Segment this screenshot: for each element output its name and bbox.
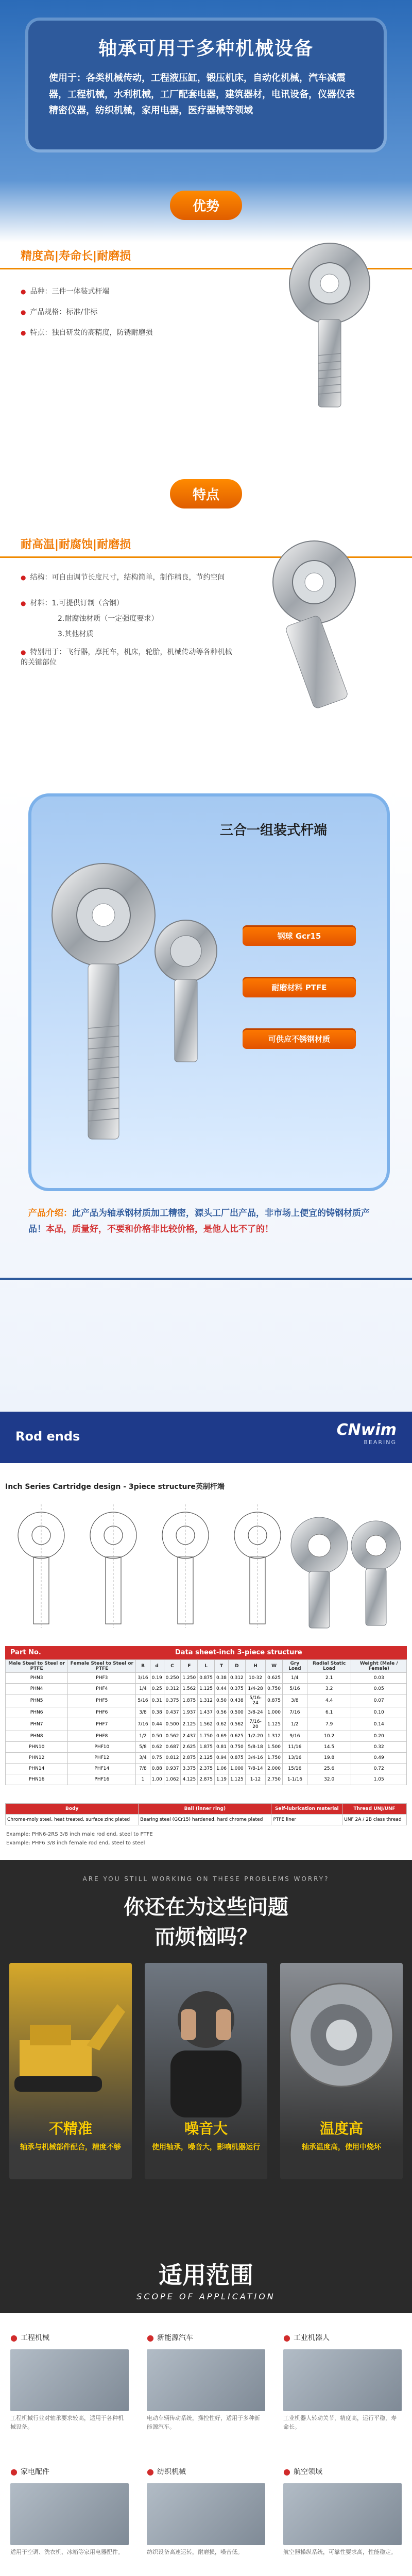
features-bullet-2: ● 材料：1.可提供订制（含钢） bbox=[21, 598, 124, 608]
scope-item-image bbox=[283, 2483, 402, 2545]
spec-table-cell: PHF4 bbox=[68, 1684, 136, 1694]
spec-table-cell: PHF16 bbox=[68, 1774, 136, 1785]
excavator-image bbox=[9, 1963, 132, 2117]
materials-head-2: Ball (inner ring) bbox=[139, 1804, 271, 1815]
spec-table-cell: 1.000 bbox=[266, 1707, 283, 1718]
spec-table-cell: 0.75 bbox=[150, 1753, 164, 1764]
spec-table-cell: 1.250 bbox=[181, 1673, 198, 1684]
technical-drawing bbox=[5, 1499, 407, 1633]
spec-table-cell: 1/2-20 bbox=[245, 1731, 265, 1742]
spec-table-cell: 3.375 bbox=[181, 1764, 198, 1774]
spec-table-cell: 1.125 bbox=[266, 1718, 283, 1731]
spec-table-cell: PHN5 bbox=[6, 1694, 68, 1707]
materials-cell-4: UNF 2A / 2B class thread bbox=[342, 1815, 407, 1825]
spec-table-cell: 0.49 bbox=[351, 1753, 407, 1764]
spec-table-cell: 2.875 bbox=[198, 1774, 215, 1785]
spec-table-cell: PHF7 bbox=[68, 1718, 136, 1731]
structure-tag-3: 可供应不锈钢材质 bbox=[243, 1028, 356, 1049]
features-title: 特点 bbox=[170, 479, 242, 509]
spec-table-cell: 1.312 bbox=[198, 1694, 215, 1707]
scope-item-label bbox=[147, 2463, 265, 2480]
spec-table-cell: 2.750 bbox=[266, 1774, 283, 1785]
spec-table-cell: 0.44 bbox=[150, 1718, 164, 1731]
spec-table-cell: 9/16 bbox=[282, 1731, 307, 1742]
spec-table-cell: 1.062 bbox=[164, 1774, 181, 1785]
spec-table-cell: 0.81 bbox=[214, 1742, 228, 1753]
spec-table-cell: 1.05 bbox=[351, 1774, 407, 1785]
advantages-title: 优势 bbox=[170, 191, 242, 220]
spec-table-cell: 2.1 bbox=[307, 1673, 351, 1684]
spec-table-cell: 7/16 bbox=[136, 1718, 150, 1731]
spec-table-cell: 1.06 bbox=[214, 1764, 228, 1774]
spec-table-cell: PHF8 bbox=[68, 1731, 136, 1742]
spec-table-cell: 1.875 bbox=[181, 1694, 198, 1707]
spec-column-header: d bbox=[150, 1660, 164, 1673]
advantages-section bbox=[0, 180, 412, 469]
brand-logo-text: CNwim bbox=[336, 1421, 397, 1439]
materials-cell-2: Bearing steel (GCr15) hardened, hard chrome plated bbox=[139, 1815, 271, 1825]
spec-table-cell: 2.437 bbox=[181, 1731, 198, 1742]
spec-table-cell: 1.312 bbox=[266, 1731, 283, 1742]
spec-table-cell: 0.20 bbox=[351, 1731, 407, 1742]
spec-table-cell: 0.438 bbox=[229, 1694, 246, 1707]
spec-table-cell: PHN4 bbox=[6, 1684, 68, 1694]
spec-table-cell: 0.250 bbox=[164, 1673, 181, 1684]
rod-end-small-image bbox=[145, 915, 227, 1070]
intro-highlight: 本品，质量好，不要和价格非比较价格，是他人比不了的！ bbox=[46, 1224, 273, 1235]
spec-table-cell: 1.562 bbox=[198, 1718, 215, 1731]
spec-table-title bbox=[5, 1646, 407, 1659]
spec-table-row bbox=[6, 1673, 407, 1684]
structure-tag-1: 钢球 Gcr15 bbox=[243, 925, 356, 946]
scope-header bbox=[0, 2246, 412, 2313]
spec-table-cell: 0.10 bbox=[351, 1707, 407, 1718]
worried-person-image bbox=[145, 1963, 267, 2117]
spec-table-heading: Data sheet-inch 3-piece structure bbox=[175, 1649, 302, 1656]
problem-title-2: 噪音大 bbox=[184, 2120, 228, 2137]
materials-head-3: Self-lubrication material bbox=[271, 1804, 342, 1815]
spec-table-cell: 3/8 bbox=[282, 1694, 307, 1707]
features-subtitle: 耐高温|耐腐蚀|耐磨损 bbox=[21, 538, 131, 551]
intro-divider bbox=[0, 1278, 412, 1280]
spec-table-cell: 0.31 bbox=[150, 1694, 164, 1707]
spec-table-cell: 0.50 bbox=[150, 1731, 164, 1742]
spec-table-cell: 0.812 bbox=[164, 1753, 181, 1764]
problem-desc-3: 轴承温度高，使用中烧坏 bbox=[302, 2143, 381, 2151]
female-rod-end-image bbox=[247, 531, 402, 716]
spec-table-row bbox=[6, 1684, 407, 1694]
scope-item-image bbox=[147, 2349, 265, 2411]
spec-table-cell: 1.937 bbox=[181, 1707, 198, 1718]
scope-item-icon: ● bbox=[147, 2332, 154, 2343]
spec-table-cell: PHF12 bbox=[68, 1753, 136, 1764]
spec-table-cell: 0.500 bbox=[164, 1718, 181, 1731]
spec-table-cell: 7/8 bbox=[136, 1764, 150, 1774]
spec-table-cell: 10-32 bbox=[245, 1673, 265, 1684]
spec-table-cell: PHN16 bbox=[6, 1774, 68, 1785]
spec-table-cell: 1 bbox=[136, 1774, 150, 1785]
spec-note-1: Example: PHN6-2RS 3/8 inch male rod end, steel to PTFE bbox=[6, 1832, 153, 1837]
spec-table-cell: 5/16-24 bbox=[245, 1694, 265, 1707]
spec-table-cell: 1.750 bbox=[198, 1731, 215, 1742]
spec-table-cell: 0.500 bbox=[229, 1707, 246, 1718]
spec-column-header: Female Steel to Steel or PTFE bbox=[68, 1660, 136, 1673]
spec-header-row bbox=[6, 1660, 407, 1673]
spec-design-title: Inch Series Cartridge design - 3piece structure英制杆端 bbox=[5, 1483, 225, 1491]
structure-panel bbox=[28, 793, 390, 1191]
structure-title: 三合一组装式杆端 bbox=[219, 823, 327, 838]
features-bullet-3: 2.耐腐蚀材质（一定强度要求） bbox=[58, 615, 159, 623]
scope-item-label bbox=[147, 2329, 265, 2346]
spec-column-header: L bbox=[198, 1660, 215, 1673]
spec-table-cell: 3/8 bbox=[136, 1707, 150, 1718]
spec-table-cell: 0.07 bbox=[351, 1694, 407, 1707]
spec-table-cell: 1.500 bbox=[266, 1742, 283, 1753]
spec-column-header: C bbox=[164, 1660, 181, 1673]
spec-table-row bbox=[6, 1774, 407, 1785]
problems-title-2: 而烦恼吗？ bbox=[154, 1925, 258, 1949]
spec-table-cell: PHF14 bbox=[68, 1764, 136, 1774]
rod-end-product-image bbox=[258, 237, 402, 412]
brand-bar bbox=[0, 1412, 412, 1463]
spec-table-cell: 1.437 bbox=[198, 1707, 215, 1718]
spec-table bbox=[5, 1659, 407, 1785]
spec-table-cell: 4.4 bbox=[307, 1694, 351, 1707]
scope-grid bbox=[10, 2329, 402, 2576]
spec-note-2: Example: PHF6 3/8 inch female rod end, steel to steel bbox=[6, 1840, 145, 1846]
spec-table-cell: 2.000 bbox=[266, 1764, 283, 1774]
spec-table-cell: 1.562 bbox=[181, 1684, 198, 1694]
spec-table-cell: 0.750 bbox=[266, 1684, 283, 1694]
spec-table-cell: PHN12 bbox=[6, 1753, 68, 1764]
scope-title: 适用范围 bbox=[159, 2261, 253, 2289]
scope-item-desc: 航空器操纵系统，可靠性要求高，性能稳定。 bbox=[283, 2549, 397, 2555]
spec-table-cell: 0.375 bbox=[229, 1684, 246, 1694]
scope-item-image bbox=[147, 2483, 265, 2545]
spec-table-cell: 1-12 bbox=[245, 1774, 265, 1785]
scope-item-label bbox=[283, 2463, 402, 2480]
spec-table-row bbox=[6, 1764, 407, 1774]
spec-table-cell: 0.875 bbox=[229, 1753, 246, 1764]
scope-item-icon: ● bbox=[10, 2332, 18, 2343]
scope-item-icon: ● bbox=[283, 2466, 290, 2477]
spec-table-cell: 1.00 bbox=[150, 1774, 164, 1785]
spec-table-cell: PHF3 bbox=[68, 1673, 136, 1684]
spec-table-cell: 7/16-20 bbox=[245, 1718, 265, 1731]
usage-section bbox=[0, 0, 412, 180]
male-rod-end-large-image bbox=[47, 858, 160, 1147]
spec-table-cell: 0.625 bbox=[266, 1673, 283, 1684]
spec-table-cell: PHF10 bbox=[68, 1742, 136, 1753]
materials-cell-1: Chrome-moly steel, heat treated, surface zinc plated bbox=[6, 1815, 139, 1825]
spec-table-cell: 0.562 bbox=[164, 1731, 181, 1742]
spec-table-cell: PHN6 bbox=[6, 1707, 68, 1718]
spec-table-cell: 1.875 bbox=[198, 1742, 215, 1753]
spec-table-row bbox=[6, 1753, 407, 1764]
spec-table-cell: 0.05 bbox=[351, 1684, 407, 1694]
scope-item-icon: ● bbox=[147, 2466, 154, 2477]
spec-table-cell: 0.312 bbox=[164, 1684, 181, 1694]
scope-item-desc: 工程机械行业对轴承要求较高，适用于各种机械设备。 bbox=[10, 2415, 124, 2430]
spec-table-cell: 0.72 bbox=[351, 1764, 407, 1774]
structure-section bbox=[0, 783, 412, 1412]
spec-table-cell: 0.375 bbox=[164, 1694, 181, 1707]
spec-table-cell: 1.125 bbox=[198, 1684, 215, 1694]
spec-table-cell: 32.0 bbox=[307, 1774, 351, 1785]
scope-item-desc: 电动车辆传动系统，操控性好，适用于多种新能源汽车。 bbox=[147, 2415, 260, 2430]
spec-column-header: Male Steel to Steel or PTFE bbox=[6, 1660, 68, 1673]
spec-column-header: Radial Static Load bbox=[307, 1660, 351, 1673]
scope-item-label-text: 纺织机械 bbox=[157, 2468, 186, 2476]
problems-header bbox=[0, 1860, 412, 2246]
spec-table-cell: 0.62 bbox=[150, 1742, 164, 1753]
scope-item-label-text: 工程机械 bbox=[20, 2334, 49, 2342]
spec-table-row bbox=[6, 1694, 407, 1707]
scope-item-label-text: 工业机器人 bbox=[293, 2334, 330, 2342]
scope-item-icon: ● bbox=[283, 2332, 290, 2343]
spec-table-cell: 0.19 bbox=[150, 1673, 164, 1684]
bearing-closeup-image bbox=[280, 1963, 403, 2117]
spec-table-cell: 0.03 bbox=[351, 1673, 407, 1684]
spec-table-cell: 4.125 bbox=[181, 1774, 198, 1785]
spec-table-cell: 1.000 bbox=[229, 1764, 246, 1774]
spec-table-cell: PHN14 bbox=[6, 1764, 68, 1774]
spec-table-cell: 1.19 bbox=[214, 1774, 228, 1785]
scope-item bbox=[10, 2329, 129, 2447]
spec-column-header: W bbox=[266, 1660, 283, 1673]
spec-table-row bbox=[6, 1707, 407, 1718]
spec-table-cell: 10.2 bbox=[307, 1731, 351, 1742]
spec-part-no-label: Part No. bbox=[10, 1649, 41, 1656]
spec-table-cell: PHN3 bbox=[6, 1673, 68, 1684]
spec-table-cell: 3/4 bbox=[136, 1753, 150, 1764]
problem-title-3: 温度高 bbox=[319, 2120, 363, 2137]
scope-item-label-text: 航空领域 bbox=[293, 2468, 322, 2476]
spec-table-cell: 0.38 bbox=[150, 1707, 164, 1718]
features-bullet-1: ● 结构：可自由调节长度尺寸，结构简单，制作精良，节约空间 bbox=[21, 572, 237, 582]
advantages-bullet-3: ● 特点：独自研发的高精度，防锈耐磨损 bbox=[21, 327, 152, 337]
spec-table-cell: 0.14 bbox=[351, 1718, 407, 1731]
features-section bbox=[0, 469, 412, 783]
spec-column-header: H bbox=[245, 1660, 265, 1673]
spec-column-header: Weight (Male / Female) bbox=[351, 1660, 407, 1673]
scope-item bbox=[283, 2463, 402, 2576]
spec-table-row bbox=[6, 1718, 407, 1731]
spec-table-cell: 5/8 bbox=[136, 1742, 150, 1753]
problems-kicker: ARE YOU STILL WORKING ON THESE PROBLEMS WORRY? bbox=[82, 1875, 330, 1883]
spec-table-cell: 2.875 bbox=[181, 1753, 198, 1764]
spec-table-cell: PHN10 bbox=[6, 1742, 68, 1753]
spec-table-cell: 1.750 bbox=[266, 1753, 283, 1764]
spec-column-header: Gry Load bbox=[282, 1660, 307, 1673]
spec-table-cell: 1/2 bbox=[282, 1718, 307, 1731]
spec-table-cell: PHF6 bbox=[68, 1707, 136, 1718]
problem-desc-2: 使用轴承，噪音大，影响机器运行 bbox=[152, 2143, 260, 2151]
materials-table bbox=[5, 1803, 407, 1825]
brand-left-label: Rod ends bbox=[15, 1429, 80, 1444]
spec-table-cell: 0.625 bbox=[229, 1731, 246, 1742]
spec-table-cell: 3.2 bbox=[307, 1684, 351, 1694]
spec-table-cell: PHF5 bbox=[68, 1694, 136, 1707]
spec-table-cell: 0.44 bbox=[214, 1684, 228, 1694]
spec-table-cell: 0.562 bbox=[229, 1718, 246, 1731]
spec-table-cell: 0.50 bbox=[214, 1694, 228, 1707]
spec-table-row bbox=[6, 1742, 407, 1753]
spec-table-cell: 6.1 bbox=[307, 1707, 351, 1718]
usage-panel bbox=[28, 21, 384, 149]
spec-table-cell: 0.38 bbox=[214, 1673, 228, 1684]
spec-table-cell: 0.62 bbox=[214, 1718, 228, 1731]
spec-table-cell: 0.687 bbox=[164, 1742, 181, 1753]
scope-item bbox=[283, 2329, 402, 2447]
spec-table-cell: 3/4-16 bbox=[245, 1753, 265, 1764]
spec-table-cell: 5/8-18 bbox=[245, 1742, 265, 1753]
spec-table-cell: 25.6 bbox=[307, 1764, 351, 1774]
spec-table-cell: 0.32 bbox=[351, 1742, 407, 1753]
spec-table-cell: 0.312 bbox=[229, 1673, 246, 1684]
advantages-title-wrap bbox=[0, 191, 412, 220]
scope-item bbox=[10, 2463, 129, 2576]
materials-head-1: Body bbox=[6, 1804, 139, 1815]
spec-table-cell: 7/8-14 bbox=[245, 1764, 265, 1774]
spec-table-cell: 1/4 bbox=[282, 1673, 307, 1684]
scope-item bbox=[147, 2329, 265, 2447]
scope-item-label bbox=[283, 2329, 402, 2346]
spec-table-cell: 2.625 bbox=[181, 1742, 198, 1753]
spec-table-cell: 11/16 bbox=[282, 1742, 307, 1753]
spec-table-cell: 3/16 bbox=[136, 1673, 150, 1684]
intro-label: 产品介绍： bbox=[28, 1208, 72, 1218]
features-bullet-4: 3.其他材质 bbox=[58, 630, 94, 638]
spec-table-cell: 0.437 bbox=[164, 1707, 181, 1718]
scope-item-label bbox=[10, 2463, 129, 2480]
spec-table-cell: 1/4-28 bbox=[245, 1684, 265, 1694]
features-bullet-5: ● 特别用于：飞行器，摩托车，机床，轮胎，机械传动等各种机械的关键部位 bbox=[21, 647, 237, 667]
advantages-bullet-2: ● 产品规格：标准/非标 bbox=[21, 307, 97, 317]
spec-column-header: T bbox=[214, 1660, 228, 1673]
spec-table-cell: 2.125 bbox=[181, 1718, 198, 1731]
structure-tag-2: 耐磨材料 PTFE bbox=[243, 977, 356, 997]
spec-table-cell: PHN8 bbox=[6, 1731, 68, 1742]
brand-logo bbox=[304, 1421, 397, 1454]
spec-table-cell: 0.69 bbox=[214, 1731, 228, 1742]
spec-table-cell: 5/16 bbox=[282, 1684, 307, 1694]
spec-column-header: F bbox=[181, 1660, 198, 1673]
spec-table-cell: 2.125 bbox=[198, 1753, 215, 1764]
usage-text: 使用于：各类机械传动，工程液压缸，锻压机床，自动化机械，汽车减震器，工程机械，水利机械，工厂配套电器，建筑器材，电讯设备，仪器仪表精密仪器，纺织机械，家用电器，医疗器械等领域 bbox=[49, 73, 355, 116]
spec-table-cell: 0.94 bbox=[214, 1753, 228, 1764]
scope-item-image bbox=[283, 2349, 402, 2411]
materials-row bbox=[6, 1815, 407, 1825]
scope-item-image bbox=[10, 2349, 129, 2411]
materials-cell-3: PTFE liner bbox=[271, 1815, 342, 1825]
brand-logo-sub: BEARING bbox=[364, 1439, 397, 1446]
spec-table-cell: 2.375 bbox=[198, 1764, 215, 1774]
scope-item-desc: 适用于空调、洗衣机、冰箱等家用电器配件。 bbox=[10, 2549, 124, 2555]
scope-section bbox=[0, 2246, 412, 2576]
scope-item bbox=[147, 2463, 265, 2576]
usage-title: 轴承可用于多种机械设备 bbox=[98, 38, 314, 59]
spec-column-header: B bbox=[136, 1660, 150, 1673]
spec-table-cell: 0.875 bbox=[266, 1694, 283, 1707]
spec-table-cell: 3/8-24 bbox=[245, 1707, 265, 1718]
spec-section bbox=[0, 1412, 412, 2246]
spec-table-cell: 0.56 bbox=[214, 1707, 228, 1718]
spec-table-cell: 14.5 bbox=[307, 1742, 351, 1753]
spec-table-cell: 15/16 bbox=[282, 1764, 307, 1774]
spec-table-cell: 5/16 bbox=[136, 1694, 150, 1707]
spec-table-cell: 1-1/16 bbox=[282, 1774, 307, 1785]
spec-table-cell: 0.875 bbox=[198, 1673, 215, 1684]
scope-item-label-text: 新能源汽车 bbox=[157, 2334, 193, 2342]
materials-head-4: Thread UNJ/UNF bbox=[342, 1804, 407, 1815]
spec-table-cell: 0.88 bbox=[150, 1764, 164, 1774]
spec-table-cell: 19.8 bbox=[307, 1753, 351, 1764]
spec-table-cell: 0.750 bbox=[229, 1742, 246, 1753]
scope-item-icon: ● bbox=[10, 2466, 18, 2477]
problems-title-1: 你还在为这些问题 bbox=[124, 1895, 288, 1919]
intro-text: 此产品为轴承钢材质加工精密，源头工厂出产品，非市场上便宜的铸钢材质产品！ bbox=[28, 1208, 370, 1235]
spec-table-cell: 1/4 bbox=[136, 1684, 150, 1694]
spec-table-cell: 1/2 bbox=[136, 1731, 150, 1742]
advantages-subtitle: 精度高|寿命长|耐磨损 bbox=[21, 250, 131, 263]
spec-table-cell: 13/16 bbox=[282, 1753, 307, 1764]
spec-table-cell: 7.9 bbox=[307, 1718, 351, 1731]
spec-table-cell: 7/16 bbox=[282, 1707, 307, 1718]
spec-table-cell: 0.25 bbox=[150, 1684, 164, 1694]
problem-desc-1: 轴承与机械部件配合，精度不够 bbox=[20, 2143, 121, 2151]
scope-item-label-text: 家电配件 bbox=[20, 2468, 49, 2476]
intro-block bbox=[28, 1206, 384, 1238]
scope-item-image bbox=[10, 2483, 129, 2545]
scope-subtitle: SCOPE OF APPLICATION bbox=[136, 2292, 276, 2301]
scope-item-desc: 工业机器人转动关节，精度高，运行平稳，寿命长。 bbox=[283, 2415, 397, 2430]
advantages-bullet-1: ● 品种：三件一体装式杆端 bbox=[21, 286, 109, 296]
spec-column-header: D bbox=[229, 1660, 246, 1673]
scope-item-label bbox=[10, 2329, 129, 2346]
problem-title-1: 不精准 bbox=[48, 2120, 92, 2137]
spec-table-cell: PHN7 bbox=[6, 1718, 68, 1731]
spec-table-cell: 0.937 bbox=[164, 1764, 181, 1774]
spec-table-row bbox=[6, 1731, 407, 1742]
features-title-wrap bbox=[0, 479, 412, 509]
scope-item-desc: 纺织设备高速运转，耐磨损，噪音低。 bbox=[147, 2549, 243, 2555]
spec-table-cell: 1.125 bbox=[229, 1774, 246, 1785]
materials-header-row bbox=[6, 1804, 407, 1815]
